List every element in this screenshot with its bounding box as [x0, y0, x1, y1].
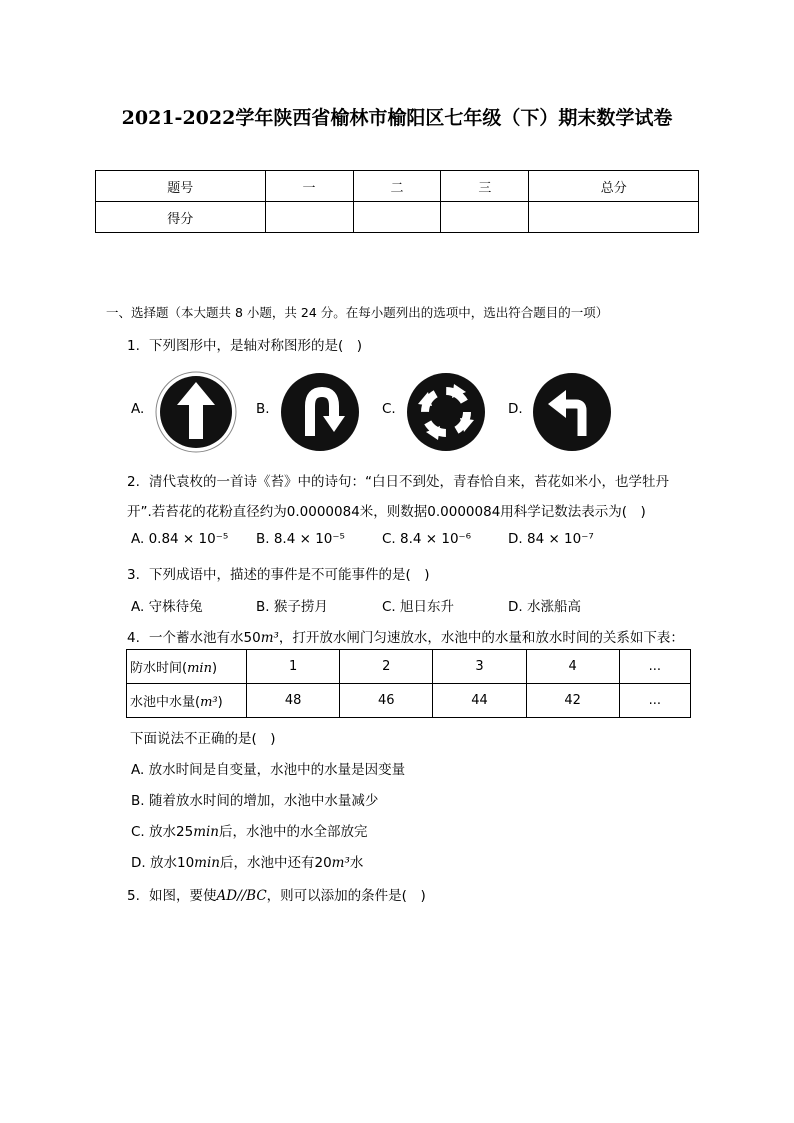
table-cell: 48: [247, 684, 340, 718]
score-header-cell: 总分: [529, 171, 699, 202]
table-cell: ...: [619, 684, 690, 718]
score-header-cell: 题号: [96, 171, 266, 202]
table-row: [127, 684, 691, 718]
row-header-text: 防水时间(: [130, 661, 188, 676]
question-text: 下列图形中，是轴对称图形的是( ): [149, 338, 363, 354]
question-2: [127, 470, 669, 490]
option-text: D. 放水10: [131, 855, 195, 871]
question-1-options: [0, 371, 794, 451]
row-header: [127, 650, 247, 684]
option-c: C. 8.4 × 10⁻⁶: [382, 531, 472, 547]
table-cell: ...: [619, 650, 690, 684]
option-d: D. 水涨船高: [508, 599, 581, 615]
option-d: [131, 851, 363, 871]
option-text: C. 放水25: [131, 824, 194, 840]
question-number: 5.: [127, 888, 140, 904]
table-cell: 3: [433, 650, 526, 684]
row-header-text: 水池中水量(: [130, 695, 201, 710]
option-b: B. 随着放水时间的增加，水池中水量减少: [131, 793, 379, 809]
question-text-cont: ，则可以添加的条件是( ): [266, 888, 426, 904]
unit-m3: m³: [331, 855, 350, 871]
option-b: B. 8.4 × 10⁻⁵: [256, 531, 345, 547]
row-header-close: ): [211, 661, 218, 676]
option-text-cont: 后，水池中的水全部放完: [219, 824, 368, 840]
question-2-line-2: 开”.若苔花的花粉直径约为0.0000084米，则数据0.0000084用科学记数法表示为( ): [127, 504, 646, 520]
option-label: B.: [256, 401, 270, 417]
option-a: A. 0.84 × 10⁻⁵: [131, 531, 229, 547]
left-turn-sign-icon: [532, 372, 612, 452]
option-a: A. 放水时间是自变量，水池中的水量是因变量: [131, 762, 406, 778]
score-cell: [529, 202, 699, 233]
table-cell: 44: [433, 684, 526, 718]
section-heading: 一、选择题（本大题共 8 小题，共 24 分。在每小题列出的选项中，选出符合题目的一项）: [106, 305, 609, 320]
question-1: [127, 334, 362, 354]
option-text-end: 水: [349, 855, 364, 871]
score-header-cell: 二: [353, 171, 441, 202]
option-a: A. 守株待兔: [131, 599, 203, 615]
score-cell: [441, 202, 529, 233]
table-cell: 46: [340, 684, 433, 718]
score-table-row: [96, 202, 699, 233]
row-header: [127, 684, 247, 718]
score-header-cell: 一: [265, 171, 353, 202]
score-cell: [353, 202, 441, 233]
unit-m3: m³: [260, 630, 279, 646]
score-row-label: 得分: [96, 202, 266, 233]
question-4: [127, 626, 684, 646]
table-row: [127, 650, 691, 684]
row-header-close: ): [217, 695, 223, 710]
question-text: 下列成语中，描述的事件是不可能事件的是( ): [149, 567, 430, 583]
table-cell: 4: [526, 650, 619, 684]
score-header-cell: 三: [441, 171, 529, 202]
page-title: 2021-2022学年陕西省榆林市榆阳区七年级（下）期末数学试卷: [121, 107, 673, 129]
question-3: [127, 563, 430, 583]
unit-min: min: [194, 855, 220, 871]
question-text: 如图，要使: [149, 888, 217, 904]
score-cell: [265, 202, 353, 233]
table-cell: 1: [247, 650, 340, 684]
option-label: D.: [508, 401, 523, 417]
straight-arrow-sign-icon: [155, 371, 237, 453]
option-text-mid: 后，水池中还有20: [219, 855, 332, 871]
question-text: 一个蓄水池有水50: [149, 630, 261, 646]
unit-min: min: [193, 824, 220, 840]
question-text: 清代袁枚的一首诗《苔》中的诗句：“白日不到处，青春恰自来，苔花如米小，也学牡丹: [149, 474, 669, 490]
question-text-cont: ，打开放水闸门匀速放水，水池中的水量和放水时间的关系如下表：: [278, 630, 684, 646]
row-header-unit: m³: [200, 695, 218, 710]
u-turn-sign-icon: [280, 372, 360, 452]
question-number: 1.: [127, 338, 140, 354]
score-table: [95, 170, 699, 233]
water-table: [126, 649, 691, 718]
option-label: A.: [131, 401, 145, 417]
question-number: 2.: [127, 474, 140, 490]
option-c: C. 旭日东升: [382, 599, 455, 615]
option-b: B. 猴子捞月: [256, 599, 328, 615]
roundabout-sign-icon: [406, 372, 486, 452]
table-cell: 2: [340, 650, 433, 684]
question-4-prompt: 下面说法不正确的是( ): [130, 731, 276, 747]
table-cell: 42: [526, 684, 619, 718]
option-c: [131, 820, 368, 840]
option-d: D. 84 × 10⁻⁷: [508, 531, 594, 547]
question-number: 3.: [127, 567, 140, 583]
question-number: 4.: [127, 630, 140, 646]
math-expression: AD//BC: [216, 888, 267, 904]
option-label: C.: [382, 401, 396, 417]
row-header-unit: min: [187, 661, 212, 676]
score-table-header-row: [96, 171, 699, 202]
question-5: [127, 884, 426, 904]
